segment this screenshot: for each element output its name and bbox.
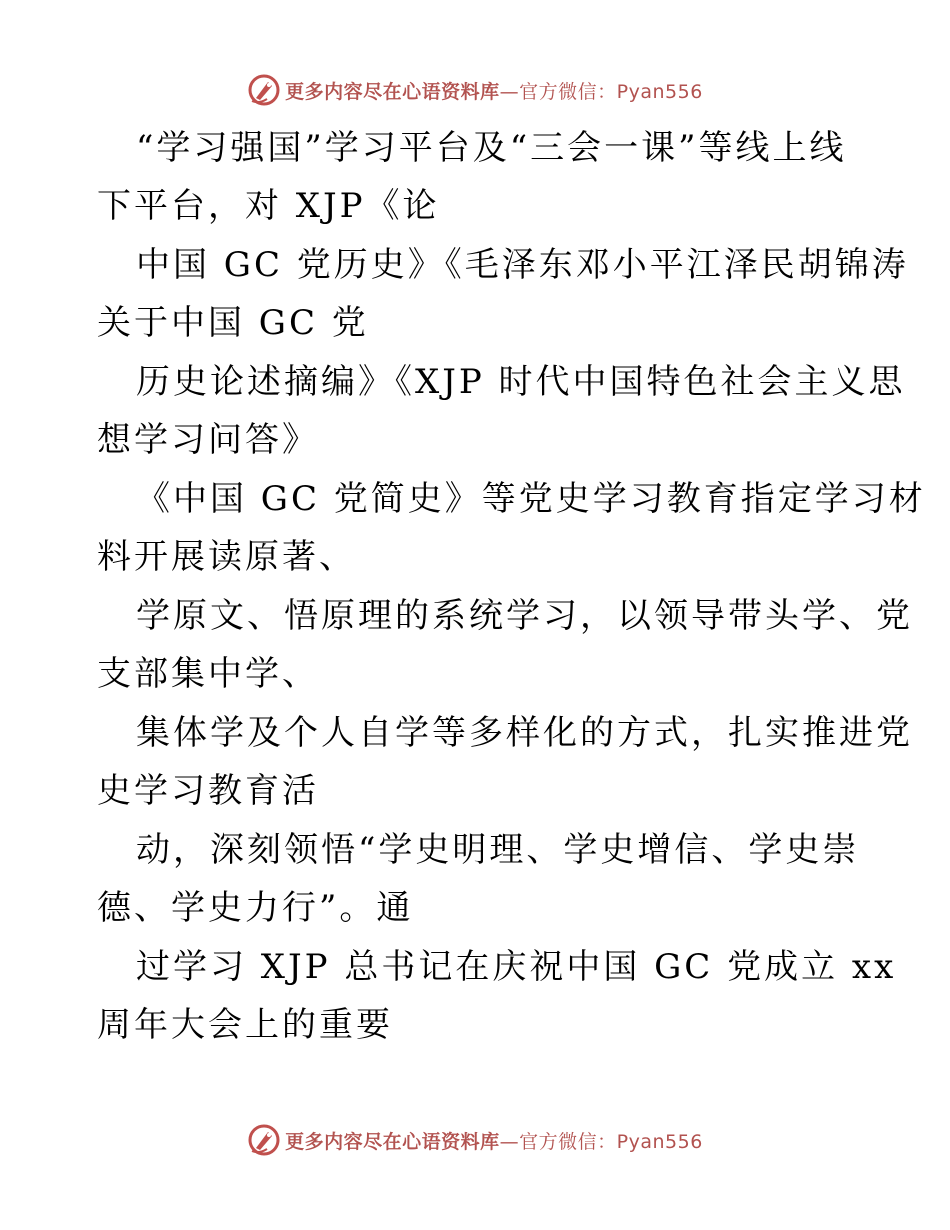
footer-banner-text: 更多内容尽在心语资料库—官方微信：Pyan556 [285, 1130, 703, 1153]
body-line: “学习强国”学习平台及“三会一课”等线上线 [136, 128, 847, 168]
body-line: 《中国 GC 党简史》等党史学习教育指定学习材 [136, 479, 926, 519]
footer-banner [0, 1120, 950, 1160]
body-line: 动，深刻领悟“学史明理、学史增信、学史崇 [136, 830, 860, 870]
body-line: 下平台，对 XJP《论 [97, 186, 440, 226]
body-line: 想学习问答》 [97, 420, 319, 460]
body-line: 德、学史力行”。通 [97, 888, 414, 928]
header-banner [0, 70, 950, 110]
body-line: 历史论述摘编》《XJP 时代中国特色社会主义思 [136, 362, 906, 402]
body-line: 史学习教育活 [97, 771, 319, 811]
pen-nib-logo-icon [247, 73, 281, 107]
body-line: 支部集中学、 [97, 654, 319, 694]
body-line: 集体学及个人自学等多样化的方式，扎实推进党 [136, 713, 913, 753]
body-line: 关于中国 GC 党 [97, 303, 369, 343]
body-line: 周年大会上的重要 [97, 1005, 393, 1045]
body-line: 中国 GC 党历史》《毛泽东邓小平江泽民胡锦涛 [136, 245, 909, 285]
body-line: 学原文、悟原理的系统学习，以领导带头学、党 [136, 596, 913, 636]
pen-nib-logo-icon [247, 1123, 281, 1157]
header-banner-text: 更多内容尽在心语资料库—官方微信：Pyan556 [285, 80, 703, 103]
body-line: 料开展读原著、 [97, 537, 356, 577]
body-line: 过学习 XJP 总书记在庆祝中国 GC 党成立 xx [136, 947, 897, 987]
